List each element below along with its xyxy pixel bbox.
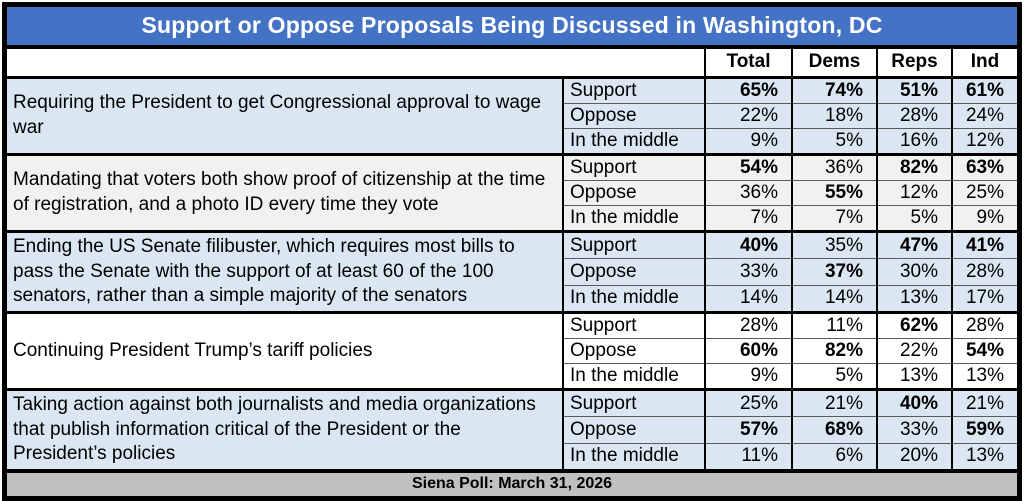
value-cell: 11% [705, 443, 792, 469]
value-cell: 5% [792, 364, 877, 390]
value-cell: 40% [877, 390, 952, 417]
value-cell: 35% [792, 232, 877, 259]
value-cell: 36% [792, 155, 877, 181]
proposal-cell: Mandating that voters both show proof of citizenship at the time of registration, and a photo ID every time they vote [7, 155, 563, 232]
value-cell: 18% [792, 104, 877, 129]
value-cell: 13% [952, 364, 1017, 390]
value-cell: 28% [705, 313, 792, 339]
value-cell: 13% [952, 443, 1017, 469]
value-cell: 61% [952, 78, 1017, 104]
response-label: Oppose [563, 104, 705, 129]
proposal-cell: Requiring the President to get Congressional approval to wage war [7, 78, 563, 155]
proposal-cell: Taking action against both journalists and media organizations that publish information critical of the President or the President’s policies [7, 390, 563, 470]
response-label: In the middle [563, 285, 705, 312]
poll-table-frame [2, 2, 1022, 501]
response-label: Support [563, 390, 705, 417]
value-cell: 9% [705, 129, 792, 155]
value-cell: 25% [952, 181, 1017, 206]
value-cell: 20% [877, 443, 952, 469]
col-header-dems: Dems [792, 49, 877, 78]
value-cell: 33% [877, 417, 952, 443]
response-label: In the middle [563, 129, 705, 155]
value-cell: 82% [792, 339, 877, 364]
value-cell: 21% [792, 390, 877, 417]
value-cell: 5% [792, 129, 877, 155]
response-label: Support [563, 232, 705, 259]
value-cell: 17% [952, 285, 1017, 312]
value-cell: 82% [877, 155, 952, 181]
value-cell: 54% [952, 339, 1017, 364]
header-empty-cell [7, 49, 705, 78]
value-cell: 36% [705, 181, 792, 206]
value-cell: 65% [705, 78, 792, 104]
response-label: Support [563, 78, 705, 104]
response-label: Oppose [563, 417, 705, 443]
value-cell: 9% [705, 364, 792, 390]
value-cell: 11% [792, 313, 877, 339]
value-cell: 14% [705, 285, 792, 312]
value-cell: 33% [705, 259, 792, 285]
value-cell: 28% [952, 313, 1017, 339]
proposal-cell: Ending the US Senate filibuster, which requires most bills to pass the Senate with the support of at least 60 of the 100 senators, rather than a simple majority of the senators [7, 232, 563, 313]
source-footer: Siena Poll: March 31, 2026 [7, 469, 1017, 496]
value-cell: 24% [952, 104, 1017, 129]
table-row [7, 78, 1017, 104]
column-header-row [7, 49, 1017, 78]
value-cell: 41% [952, 232, 1017, 259]
value-cell: 30% [877, 259, 952, 285]
page-title: Support or Oppose Proposals Being Discussed in Washington, DC [7, 7, 1017, 49]
value-cell: 7% [705, 206, 792, 232]
value-cell: 7% [792, 206, 877, 232]
value-cell: 14% [792, 285, 877, 312]
value-cell: 60% [705, 339, 792, 364]
response-label: In the middle [563, 443, 705, 469]
value-cell: 59% [952, 417, 1017, 443]
value-cell: 47% [877, 232, 952, 259]
proposal-cell: Continuing President Trump’s tariff policies [7, 313, 563, 390]
col-header-ind: Ind [952, 49, 1017, 78]
poll-table [7, 49, 1017, 469]
value-cell: 51% [877, 78, 952, 104]
response-label: Oppose [563, 339, 705, 364]
response-label: Oppose [563, 181, 705, 206]
table-row [7, 155, 1017, 181]
response-label: In the middle [563, 206, 705, 232]
table-row [7, 232, 1017, 259]
value-cell: 63% [952, 155, 1017, 181]
value-cell: 12% [952, 129, 1017, 155]
table-row [7, 313, 1017, 339]
value-cell: 22% [705, 104, 792, 129]
response-label: Support [563, 313, 705, 339]
value-cell: 68% [792, 417, 877, 443]
value-cell: 57% [705, 417, 792, 443]
value-cell: 22% [877, 339, 952, 364]
col-header-total: Total [705, 49, 792, 78]
value-cell: 13% [877, 364, 952, 390]
col-header-reps: Reps [877, 49, 952, 78]
table-row [7, 390, 1017, 417]
value-cell: 37% [792, 259, 877, 285]
value-cell: 62% [877, 313, 952, 339]
value-cell: 28% [952, 259, 1017, 285]
value-cell: 13% [877, 285, 952, 312]
value-cell: 16% [877, 129, 952, 155]
response-label: Support [563, 155, 705, 181]
value-cell: 28% [877, 104, 952, 129]
value-cell: 21% [952, 390, 1017, 417]
response-label: In the middle [563, 364, 705, 390]
value-cell: 9% [952, 206, 1017, 232]
value-cell: 12% [877, 181, 952, 206]
value-cell: 55% [792, 181, 877, 206]
value-cell: 74% [792, 78, 877, 104]
value-cell: 54% [705, 155, 792, 181]
response-label: Oppose [563, 259, 705, 285]
value-cell: 40% [705, 232, 792, 259]
value-cell: 6% [792, 443, 877, 469]
value-cell: 25% [705, 390, 792, 417]
value-cell: 5% [877, 206, 952, 232]
